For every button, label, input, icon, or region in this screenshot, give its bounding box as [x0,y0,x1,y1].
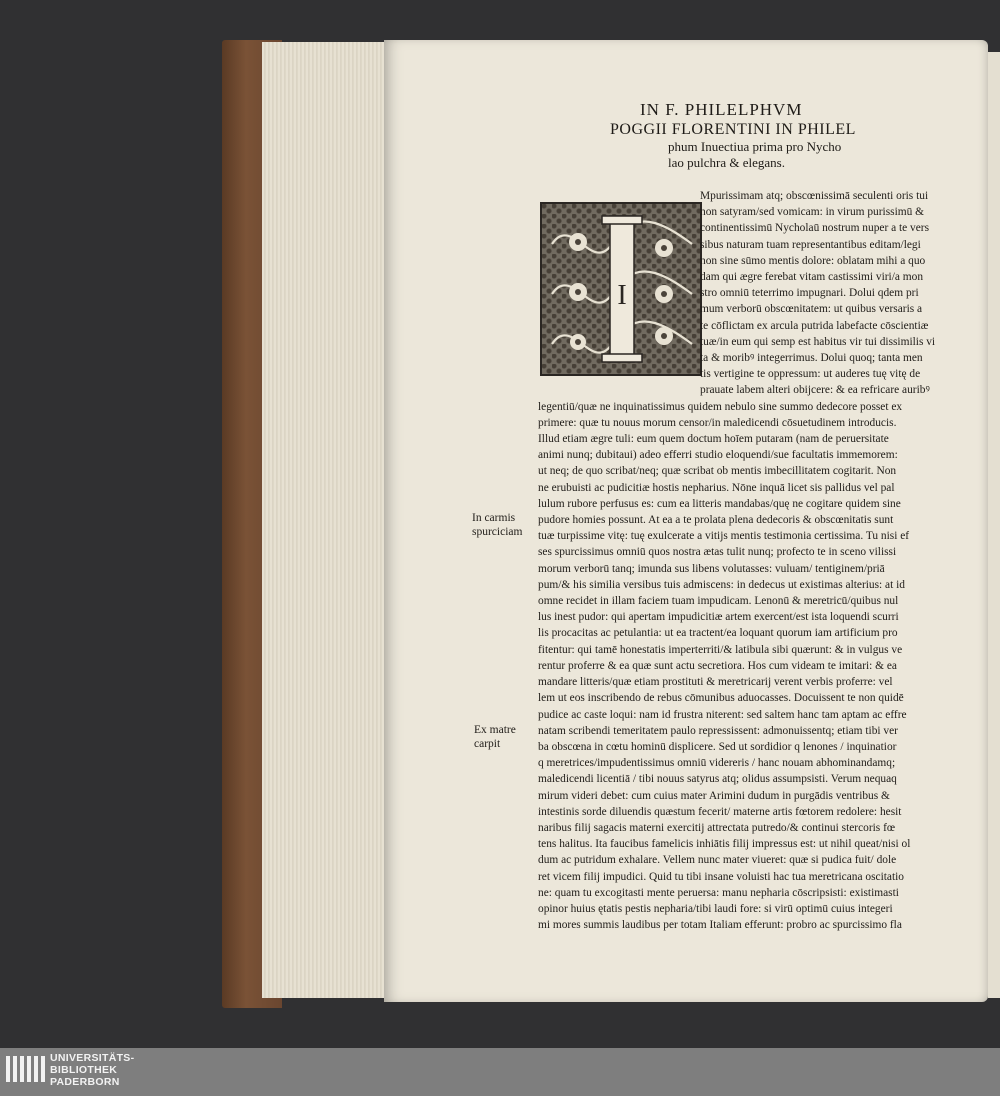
text-line: lulum rubore perfusus es: cum ea litteris mandabas/quę ne cogitare quidem sine [538,497,901,510]
library-name-line: PADERBORN [50,1076,120,1088]
text-line: pudore homies possunt. At ea a te prolata plena dedecoris & obscœnitatis sunt [538,514,894,527]
text-line: q meretrices/impudentissimus omniū videreris / hanc nouam abhominandamq; [538,757,896,770]
text-line: rentur proferre & ea quæ sunt actu secretiora. Hos cum videam te imitari: & ea [538,659,897,672]
text-line: legentiū/quæ ne inquinatissimus quidem nebulo sine summo dedecore posset ex [538,400,903,413]
text-line: stro omniū teterrimo impugnari. Dolui qdem pri [700,287,919,300]
body-text [538,188,988,933]
page-stack-edge [262,42,390,998]
heading-line: IN F. PHILELPHVM [640,100,803,119]
text-line: maledicendi licentiā / tibi nouus satyrus atq; olidus assumpsisti. Verum nequaq [538,773,897,786]
margin-note-line: spurciciam [472,526,523,538]
text-line: continentissimū Nycholaū nostrum nuper a te vers [700,222,930,235]
margin-note-line: carpit [474,738,501,750]
library-logo-icon [6,1054,46,1090]
text-line: ba obscœna in cœtu hominū displicere. Sed ut sordidior q lenones / inquinatior [538,740,897,753]
text-line: lus inest pudor: qui apertam impudicitiæ artem exercent/est ista loquendi scurri [538,611,899,624]
heading-line: POGGII FLORENTINI IN PHILEL [610,121,856,138]
text-line: tuæ/in eum qui semp est habitus vir tui dissimilis vi [700,335,936,348]
text-line: ne: quam tu excogitasti mente peruersa: manu nepharia cōscripsisti: existimasti [538,886,899,899]
text-line: dum ac putridum exhalare. Vellem nunc mater viueret: quæ si pudica fuit/ dole [538,854,897,867]
text-line: ut neq; de quo scribat/neq; quæ scribat ob mentis imbecillitatem cogitarit. Non [538,465,897,478]
text-line: mum verborū obscœnitatem: ut quibus versaris a [700,303,923,316]
text-line: non sine sūmo mentis dolore: oblatam mihi a quo [700,254,926,267]
text-line: morum verborū tanq; imunda sus libens volutasses: vuluam/ tentiginem/priā [538,562,885,575]
margin-note [474,723,516,751]
text-line: intestinis sorde diluendis quæstum fecerit/ materne artis fœtorem redolere: hesit [538,805,902,818]
page-heading-block [610,100,930,171]
text-line: dam qui ægre ferebat vitam castissimi viri/a mon [700,271,924,284]
text-line: tuæ turpissime vitę: tuę exulcerate a vitijs mentis testimonia certissima. Tu nisi ef [538,530,910,543]
text-line: fitentur: qui tamē honestatis imperterriti/& latibula sibi quærunt: & in vulgus ve [538,643,903,656]
text-line: mandare litteris/quæ etiam prostituti & meretricarij verent verbis proferre: vel [538,676,893,689]
text-line: opinor huius ętatis pestis nepharia/tibi laudi fore: si virū optimū cuius integeri [538,902,893,915]
library-name-line: BIBLIOTHEK [50,1064,118,1076]
text-line: non satyram/sed vomicam: in virum purissimū & [700,206,924,219]
text-line: naribus filij sagacis materni exercitij attrectata putredo/& continui stercoris fœ [538,821,896,834]
heading-line: lao pulchra & elegans. [668,155,785,170]
text-line: lem ut eos inscribendo de rebus cōmunibus aduocasses. Docuissent te non quidē [538,692,904,705]
text-line: primere: quæ tu nouus morum censor/in maledicendi cōsuetudinem introducis. [538,416,897,429]
next-page-edge [988,52,1000,998]
text-line: pum/& his similia versibus tuis admiscens: in dedecus ut existimas alterius: at id [538,578,905,591]
text-line: pudice ac caste loqui: nam id frustra niterent: sed saltem hanc tam aptam ac effre [538,708,907,721]
text-line: te cōflictam ex arcula putrida labefacte cōscientiæ [700,319,929,332]
text-line: tens halitus. Ita faucibus famelicis inhiātis filij impressus est: ut nihil queat/nisi ol [538,838,911,851]
drop-cap-letter: I [617,280,627,311]
text-line: ne erubuisti ac pudicitiæ hostis nepharius. Nōne inquā licet sis pallidus vel pal [538,481,895,494]
text-line: tis vertigine te oppressum: ut auderes tuę vitę de [700,368,921,381]
heading-line: phum Inuectiua prima pro Nycho [668,139,842,154]
library-name-line: UNIVERSITÄTS- [50,1052,135,1064]
text-line: ses spurcissimus omniū quos nostra ætas tulit nunq; profecto te in sceno vilissi [538,546,897,559]
text-line: ret vicem filij impudici. Quid tu tibi insane voluisti hac tua meretricana oscitatio [538,870,904,883]
text-line: prauate labem alteri obijcere: & ea refricare auribꝰ [700,384,930,397]
text-line: mirum videri debet: cum cuius mater Arimini dudum in purgādis ventribus & [538,789,890,802]
text-line: mi mores summis laudibus per totam Italiam efferunt: probro ac spurcissimo fla [538,919,902,932]
text-line: animi nunq; dubitaui) adeo efferri studio eloquendi/sue facultatis immemorem: [538,449,898,462]
margin-note-line: Ex matre [474,724,516,736]
text-line: sibus naturam tuam representantibus editam/legi [700,238,921,251]
library-name [50,1052,134,1088]
text-line: omne recidet in illam faciem tuam impudicam. Lenonū & meretricū/quibus nul [538,595,899,608]
text-line: Mpurissimam atq; obscœnissimā seculenti oris tui [700,190,929,202]
margin-note-line: In carmis [472,512,516,524]
text-line: Illud etiam ægre tuli: eum quem doctum hoīem putaram (nam de peruersitate [538,433,889,446]
library-footer [0,1048,1000,1096]
text-line: natam scribendi temeritatem paulo repressissent: admonuissentq; etiam tibi ver [538,724,898,737]
margin-note [472,511,522,539]
text-line: lis procacitas ac petulantia: ut ea tractent/ea loquant quorum iam artificium pro [538,627,898,640]
text-line: ta & moribꝰ integerrimus. Dolui quoq; tanta men [700,352,923,365]
